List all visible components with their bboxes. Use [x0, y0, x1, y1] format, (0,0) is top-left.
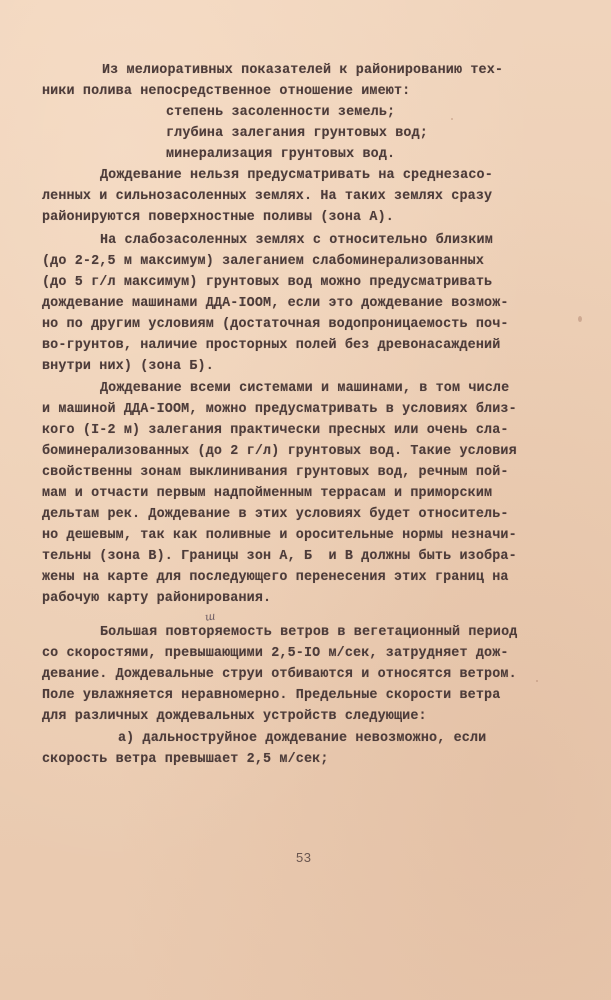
text-line: дождевание машинами ДДА-IOOM, если это дождевание возмож- [42, 296, 509, 311]
paper-spot [578, 316, 582, 322]
paper-spot [536, 680, 538, 682]
text-line: глубина залегания грунтовых вод; [166, 126, 428, 141]
text-line: Поле увлажняется неравномерно. Предельные скорости ветра [42, 688, 501, 703]
text-line: свойственны зонам выклинивания грунтовых вод, речным пой- [42, 465, 509, 480]
text-line: и машиной ДДА-IOOM, можно предусматривать в условиях близ- [42, 402, 517, 417]
text-line: (до 2-2,5 м максимум) залеганием слабоминерализованных [42, 254, 485, 269]
text-line: а) дальноструйное дождевание невозможно, если [118, 731, 487, 746]
text-line: ленных и сильнозасоленных землях. На таких землях сразу [42, 189, 493, 204]
text-line: внутри них) (зона Б). [42, 359, 214, 374]
text-line: для различных дождевальных устройств следующие: [42, 709, 427, 724]
text-line: девание. Дождевальные струи отбиваются и относятся ветром. [42, 667, 517, 682]
text-line: мам и отчасти первым надпойменным террасам и приморским [42, 486, 493, 501]
paper-spot [451, 118, 453, 120]
text-line: жены на карте для последующего перенесения этих границ на [42, 570, 509, 585]
text-line: районируются поверхностные поливы (зона А). [42, 210, 394, 225]
text-line: рабочую карту районирования. [42, 591, 272, 606]
text-line: минерализация грунтовых вод. [166, 147, 396, 162]
text-line: Из мелиоративных показателей к районированию тех- [102, 63, 504, 78]
page-number: 53 [296, 850, 312, 865]
text-line: На слабозасоленных землях с относительно близким [100, 233, 493, 248]
text-line: со скоростями, превышающими 2,5-IO м/сек, затрудняет дож- [42, 646, 509, 661]
text-line: во-грунтов, наличие просторных полей без древонасаждений [42, 338, 501, 353]
text-line: но дешевым, так как поливные и оросительные нормы незначи- [42, 528, 517, 543]
text-line: Дождевание нельзя предусматривать на среднезасо- [100, 168, 493, 183]
text-line: скорость ветра превышает 2,5 м/сек; [42, 752, 329, 767]
text-line: тельны (зона В). Границы зон А, Б и В должны быть изобра- [42, 549, 517, 564]
text-line: ники полива непосредственное отношение имеют: [42, 84, 411, 99]
text-line: боминерализованных (до 2 г/л) грунтовых вод. Такие условия [42, 444, 517, 459]
text-line: кого (I-2 м) залегания практически пресных или очень сла- [42, 423, 509, 438]
text-line: степень засоленности земель; [166, 105, 396, 120]
handwritten-correction: ш [204, 609, 217, 624]
text-line: (до 5 г/л максимум) грунтовых вод можно предусматривать [42, 275, 493, 290]
text-line: Дождевание всеми системами и машинами, в том числе [100, 381, 510, 396]
text-line: Большая повторяемость ветров в вегетационный период [100, 625, 518, 640]
text-line: дельтам рек. Дождевание в этих условиях будет относитель- [42, 507, 509, 522]
text-line: но по другим условиям (достаточная водопроницаемость поч- [42, 317, 509, 332]
